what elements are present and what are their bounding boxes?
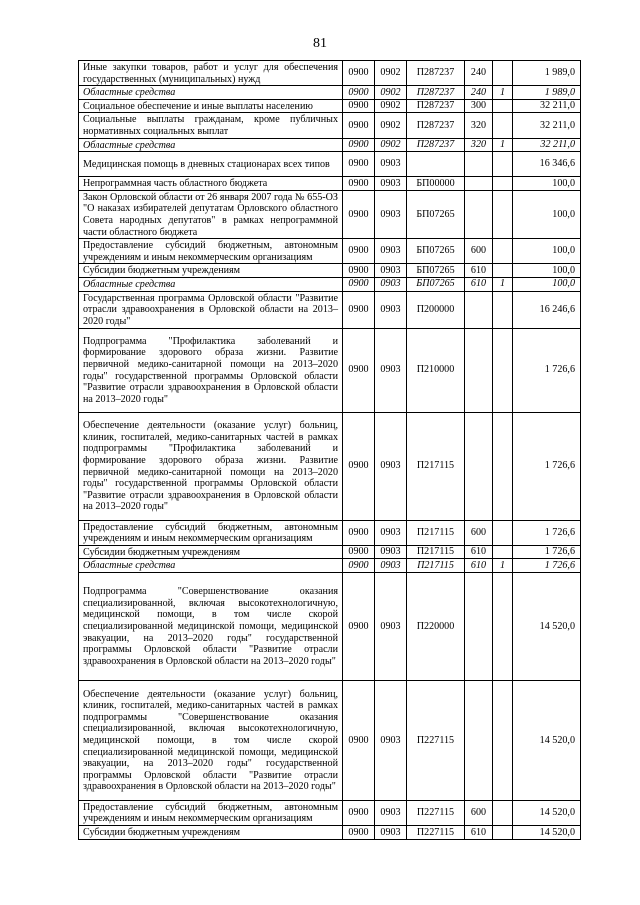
row-amount: 1 726,6 xyxy=(513,545,581,559)
section-code: 0900 xyxy=(343,520,375,545)
row-amount: 1 989,0 xyxy=(513,86,581,100)
funding-source-code xyxy=(493,177,513,191)
section-code: 0900 xyxy=(343,61,375,86)
funding-source-code xyxy=(493,61,513,86)
target-article-code: П287237 xyxy=(407,113,465,138)
row-name: Субсидии бюджетным учреждениям xyxy=(79,826,343,840)
funding-source-code: 1 xyxy=(493,138,513,152)
subsection-code: 0903 xyxy=(375,572,407,680)
section-code: 0900 xyxy=(343,572,375,680)
section-code: 0900 xyxy=(343,545,375,559)
expense-type-code xyxy=(465,152,493,177)
budget-table xyxy=(78,60,581,840)
row-amount: 1 726,6 xyxy=(513,412,581,520)
subsection-code: 0902 xyxy=(375,113,407,138)
row-amount: 14 520,0 xyxy=(513,572,581,680)
expense-type-code xyxy=(465,680,493,800)
subsection-code: 0902 xyxy=(375,61,407,86)
target-article-code: П200000 xyxy=(407,291,465,328)
expense-type-code: 240 xyxy=(465,61,493,86)
table-row xyxy=(79,99,581,113)
section-code: 0900 xyxy=(343,328,375,412)
section-code: 0900 xyxy=(343,99,375,113)
target-article-code: П287237 xyxy=(407,99,465,113)
subsection-code: 0902 xyxy=(375,138,407,152)
table-row xyxy=(79,239,581,264)
table-row xyxy=(79,177,581,191)
target-article-code: П217115 xyxy=(407,412,465,520)
section-code: 0900 xyxy=(343,152,375,177)
section-code: 0900 xyxy=(343,138,375,152)
row-amount: 100,0 xyxy=(513,239,581,264)
row-amount: 32 211,0 xyxy=(513,99,581,113)
section-code: 0900 xyxy=(343,177,375,191)
expense-type-code xyxy=(465,291,493,328)
target-article-code: П210000 xyxy=(407,328,465,412)
table-row xyxy=(79,328,581,412)
table-row xyxy=(79,826,581,840)
row-name: Подпрограмма "Совершенствование оказания специализированной, включая высокотехнологичную, медицинской помощи, в том числе скорой специализированной медицинской помощи, медицинской эвакуации, на 2013–2020 годы" государственной программы Орловской области "Развитие отрасли здравоохранения в Орловской области на 2013–2020 годы" xyxy=(79,572,343,680)
row-amount: 1 726,6 xyxy=(513,328,581,412)
row-name: Обеспечение деятельности (оказание услуг) больниц, клиник, госпиталей, медико-санитарных частей в рамках подпрограммы "Профилактика заболеваний и формирование здорового образа жизни. Развитие первичной медико-санитарной помощи на 2013–2020 годы" государственной программы Орловской области "Развитие отрасли здравоохранения в Орловской области на 2013–2020 годы" xyxy=(79,412,343,520)
expense-type-code: 240 xyxy=(465,86,493,100)
table-row xyxy=(79,520,581,545)
subsection-code: 0903 xyxy=(375,520,407,545)
subsection-code: 0903 xyxy=(375,277,407,291)
page-number: 81 xyxy=(313,36,327,51)
funding-source-code xyxy=(493,520,513,545)
funding-source-code xyxy=(493,291,513,328)
subsection-code: 0903 xyxy=(375,800,407,825)
funding-source-code xyxy=(493,113,513,138)
section-code: 0900 xyxy=(343,264,375,278)
row-amount: 1 989,0 xyxy=(513,61,581,86)
target-article-code xyxy=(407,152,465,177)
expense-type-code: 610 xyxy=(465,559,493,573)
row-amount: 14 520,0 xyxy=(513,826,581,840)
row-name: Предоставление субсидий бюджетным, автономным учреждениям и иным некоммерческим организациям xyxy=(79,800,343,825)
subsection-code: 0903 xyxy=(375,239,407,264)
row-name: Социальное обеспечение и иные выплаты населению xyxy=(79,99,343,113)
row-name: Государственная программа Орловской области "Развитие отрасли здравоохранения в Орловской области на 2013–2020 годы" xyxy=(79,291,343,328)
table-row xyxy=(79,545,581,559)
section-code: 0900 xyxy=(343,826,375,840)
target-article-code: П287237 xyxy=(407,86,465,100)
subsection-code: 0903 xyxy=(375,826,407,840)
budget-table-body xyxy=(79,61,581,840)
expense-type-code: 610 xyxy=(465,545,493,559)
target-article-code: БП00000 xyxy=(407,177,465,191)
row-name: Предоставление субсидий бюджетным, автономным учреждениям и иным некоммерческим организациям xyxy=(79,239,343,264)
row-name: Областные средства xyxy=(79,277,343,291)
target-article-code: П217115 xyxy=(407,559,465,573)
subsection-code: 0903 xyxy=(375,559,407,573)
row-name: Социальные выплаты гражданам, кроме публичных нормативных социальных выплат xyxy=(79,113,343,138)
row-name: Непрограммная часть областного бюджета xyxy=(79,177,343,191)
table-row xyxy=(79,61,581,86)
section-code: 0900 xyxy=(343,277,375,291)
section-code: 0900 xyxy=(343,86,375,100)
expense-type-code xyxy=(465,572,493,680)
expense-type-code: 320 xyxy=(465,138,493,152)
subsection-code: 0903 xyxy=(375,264,407,278)
section-code: 0900 xyxy=(343,190,375,238)
row-amount: 16 346,6 xyxy=(513,152,581,177)
target-article-code: БП07265 xyxy=(407,239,465,264)
row-amount: 1 726,6 xyxy=(513,559,581,573)
subsection-code: 0903 xyxy=(375,412,407,520)
row-amount: 100,0 xyxy=(513,190,581,238)
funding-source-code xyxy=(493,152,513,177)
row-name: Предоставление субсидий бюджетным, автономным учреждениям и иным некоммерческим организациям xyxy=(79,520,343,545)
funding-source-code xyxy=(493,328,513,412)
section-code: 0900 xyxy=(343,113,375,138)
target-article-code: П217115 xyxy=(407,545,465,559)
row-amount: 32 211,0 xyxy=(513,138,581,152)
row-amount: 16 246,6 xyxy=(513,291,581,328)
table-row xyxy=(79,277,581,291)
table-row xyxy=(79,86,581,100)
expense-type-code: 300 xyxy=(465,99,493,113)
row-name: Областные средства xyxy=(79,559,343,573)
expense-type-code xyxy=(465,190,493,238)
section-code: 0900 xyxy=(343,412,375,520)
expense-type-code: 610 xyxy=(465,277,493,291)
subsection-code: 0903 xyxy=(375,328,407,412)
table-row xyxy=(79,800,581,825)
table-row xyxy=(79,113,581,138)
table-row xyxy=(79,291,581,328)
subsection-code: 0903 xyxy=(375,291,407,328)
row-name: Субсидии бюджетным учреждениям xyxy=(79,264,343,278)
table-row xyxy=(79,264,581,278)
funding-source-code xyxy=(493,826,513,840)
expense-type-code: 610 xyxy=(465,826,493,840)
funding-source-code xyxy=(493,190,513,238)
section-code: 0900 xyxy=(343,291,375,328)
expense-type-code xyxy=(465,177,493,191)
funding-source-code xyxy=(493,572,513,680)
row-name: Закон Орловской области от 26 января 2007 года № 655-ОЗ "О наказах избирателей депутатам Орловского областного Совета народных депутатов" в рамках непрограммной части областного бюджета xyxy=(79,190,343,238)
funding-source-code xyxy=(493,239,513,264)
funding-source-code xyxy=(493,412,513,520)
expense-type-code: 600 xyxy=(465,520,493,545)
expense-type-code xyxy=(465,412,493,520)
target-article-code: П217115 xyxy=(407,520,465,545)
table-row xyxy=(79,152,581,177)
target-article-code: П227115 xyxy=(407,680,465,800)
table-row xyxy=(79,680,581,800)
target-article-code: БП07265 xyxy=(407,264,465,278)
row-amount: 100,0 xyxy=(513,264,581,278)
row-name: Областные средства xyxy=(79,86,343,100)
section-code: 0900 xyxy=(343,239,375,264)
table-row xyxy=(79,559,581,573)
funding-source-code: 1 xyxy=(493,559,513,573)
expense-type-code: 320 xyxy=(465,113,493,138)
subsection-code: 0902 xyxy=(375,86,407,100)
table-row xyxy=(79,412,581,520)
row-name: Областные средства xyxy=(79,138,343,152)
target-article-code: П287237 xyxy=(407,138,465,152)
subsection-code: 0902 xyxy=(375,99,407,113)
funding-source-code: 1 xyxy=(493,277,513,291)
section-code: 0900 xyxy=(343,680,375,800)
funding-source-code xyxy=(493,680,513,800)
row-name: Субсидии бюджетным учреждениям xyxy=(79,545,343,559)
section-code: 0900 xyxy=(343,559,375,573)
funding-source-code xyxy=(493,99,513,113)
table-row xyxy=(79,190,581,238)
row-amount: 14 520,0 xyxy=(513,800,581,825)
target-article-code: БП07265 xyxy=(407,277,465,291)
row-amount: 1 726,6 xyxy=(513,520,581,545)
target-article-code: П220000 xyxy=(407,572,465,680)
target-article-code: П227115 xyxy=(407,800,465,825)
expense-type-code xyxy=(465,328,493,412)
subsection-code: 0903 xyxy=(375,190,407,238)
funding-source-code xyxy=(493,545,513,559)
target-article-code: П287237 xyxy=(407,61,465,86)
row-name: Иные закупки товаров, работ и услуг для обеспечения государственных (муниципальных) нужд xyxy=(79,61,343,86)
expense-type-code: 600 xyxy=(465,239,493,264)
row-amount: 100,0 xyxy=(513,177,581,191)
row-amount: 14 520,0 xyxy=(513,680,581,800)
subsection-code: 0903 xyxy=(375,545,407,559)
subsection-code: 0903 xyxy=(375,177,407,191)
funding-source-code xyxy=(493,800,513,825)
table-row xyxy=(79,572,581,680)
row-amount: 100,0 xyxy=(513,277,581,291)
target-article-code: П227115 xyxy=(407,826,465,840)
row-name: Обеспечение деятельности (оказание услуг) больниц, клиник, госпиталей, медико-санитарных частей в рамках подпрограммы "Совершенствование оказания специализированной, включая высокотехнологичную, медицинской помощи, в том числе скорой специализированной медицинской помощи, медицинской эвакуации, на 2013–2020 годы" государственной программы Орловской области "Развитие отрасли здравоохранения в Орловской области на 2013–2020 годы" xyxy=(79,680,343,800)
row-name: Медицинская помощь в дневных стационарах всех типов xyxy=(79,152,343,177)
row-name: Подпрограмма "Профилактика заболеваний и формирование здорового образа жизни. Развитие первичной медико-санитарной помощи на 2013–2020 годы" государственной программы Орловской области "Развитие отрасли здравоохранения в Орловской области на 2013–2020 годы" xyxy=(79,328,343,412)
funding-source-code: 1 xyxy=(493,86,513,100)
subsection-code: 0903 xyxy=(375,680,407,800)
table-row xyxy=(79,138,581,152)
subsection-code: 0903 xyxy=(375,152,407,177)
funding-source-code xyxy=(493,264,513,278)
row-amount: 32 211,0 xyxy=(513,113,581,138)
section-code: 0900 xyxy=(343,800,375,825)
expense-type-code: 610 xyxy=(465,264,493,278)
expense-type-code: 600 xyxy=(465,800,493,825)
target-article-code: БП07265 xyxy=(407,190,465,238)
